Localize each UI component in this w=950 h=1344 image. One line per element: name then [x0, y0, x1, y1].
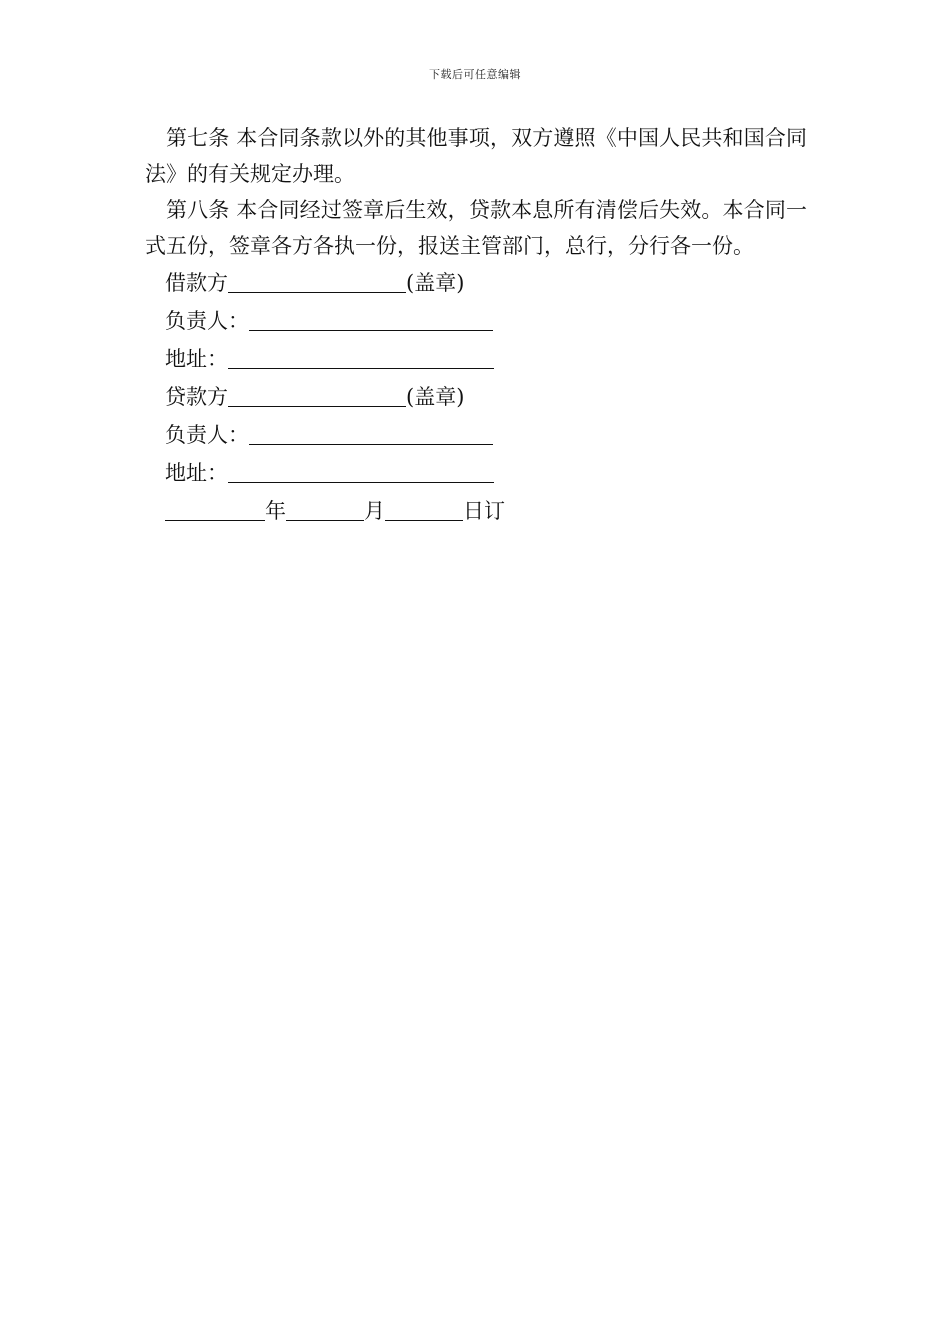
borrower-blank [228, 270, 406, 293]
lender-address-label: 地址： [165, 461, 228, 485]
month-blank [286, 498, 364, 521]
lender-person-line [145, 416, 807, 454]
borrower-address-label: 地址： [165, 347, 228, 371]
lender-address-line [145, 454, 807, 492]
year-blank [165, 498, 265, 521]
borrower-person-blank [249, 308, 493, 331]
page-header: 下载后可任意编辑 [429, 68, 521, 81]
borrower-address-blank [228, 346, 494, 369]
day-blank [385, 498, 463, 521]
day-label: 日订 [463, 499, 505, 523]
article-8: 第八条 本合同经过签章后生效，贷款本息所有清偿后失效。本合同一式五份，签章各方各执一份，报送主管部门，总行，分行各一份。 [145, 198, 807, 258]
lender-seal: (盖章) [406, 385, 465, 409]
borrower-person-line [145, 302, 807, 340]
borrower-label: 借款方 [165, 271, 228, 295]
contract-body [145, 120, 807, 530]
borrower-line [145, 264, 807, 302]
article-7: 第七条 本合同条款以外的其他事项，双方遵照《中国人民共和国合同法》的有关规定办理。 [145, 126, 807, 186]
year-label: 年 [265, 499, 286, 523]
borrower-address-line [145, 340, 807, 378]
lender-line [145, 378, 807, 416]
lender-blank [228, 384, 406, 407]
lender-address-blank [228, 460, 494, 483]
lender-person-blank [249, 422, 493, 445]
lender-label: 贷款方 [165, 385, 228, 409]
borrower-seal: (盖章) [406, 271, 465, 295]
date-line [145, 492, 807, 530]
lender-person-label: 负责人： [165, 423, 249, 447]
borrower-person-label: 负责人： [165, 309, 249, 333]
month-label: 月 [364, 499, 385, 523]
